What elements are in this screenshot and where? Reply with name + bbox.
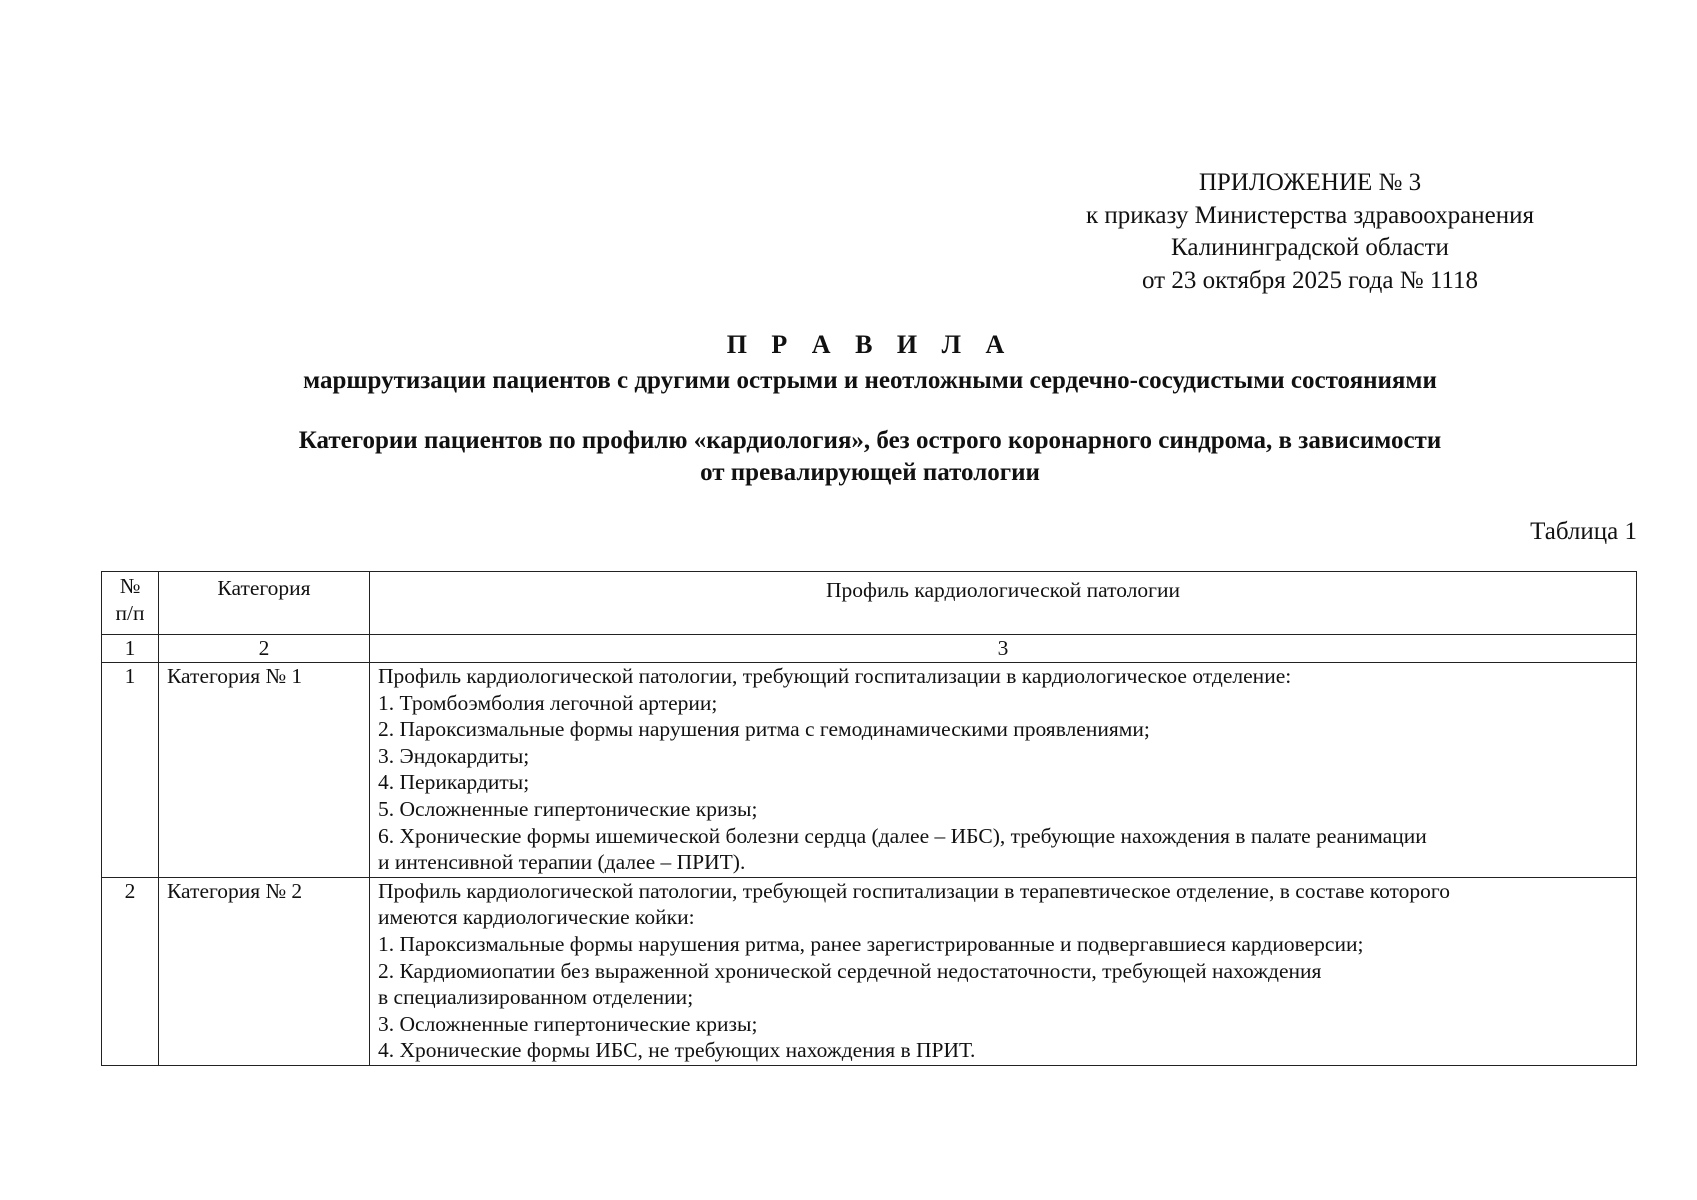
section-title-line-1: Категории пациентов по профилю «кардиология», без острого коронарного синдрома, в зависимости [298, 427, 1442, 454]
profile-line: 2. Пароксизмальные формы нарушения ритма с гемодинамическими проявлениями; [378, 717, 1150, 742]
header-number-abbr: п/п [115, 601, 145, 625]
appendix-region-line: Калининградской области [1171, 234, 1449, 261]
section-title [150, 425, 1590, 489]
appendix-reference [1010, 167, 1610, 297]
header-profile-cell: Профиль кардиологической патологии [370, 572, 1637, 635]
table-row [102, 663, 1637, 878]
appendix-number: ПРИЛОЖЕНИЕ № 3 [1198, 169, 1422, 196]
document-subtitle: маршрутизации пациентов с другими острыми и неотложными сердечно-сосудистыми состояниями [303, 367, 1437, 394]
column-number-2: 2 [159, 635, 370, 663]
profile-line: Профиль кардиологической патологии, требующий госпитализации в кардиологическое отделение: [378, 664, 1292, 688]
row-number: 1 [102, 663, 159, 878]
profile-line: 5. Осложненные гипертонические кризы; [378, 796, 758, 821]
appendix-date-line: от 23 октября 2025 года № 1118 [1142, 266, 1478, 294]
appendix-order-line: к приказу Министерства здравоохранения [1085, 201, 1535, 229]
profile-line: 3. Эндокардиты; [378, 743, 530, 768]
header-number-cell [102, 572, 159, 635]
profile-line: 1. Тромбоэмболия легочной артерии; [378, 690, 718, 715]
profile-line: имеются кардиологические койки: [378, 905, 695, 930]
column-numbers-row [102, 635, 1637, 663]
header-number-symbol: № [119, 574, 141, 598]
profile-line: 3. Осложненные гипертонические кризы; [378, 1011, 758, 1036]
profile-line: и интенсивной терапии (далее – ПРИТ). [378, 850, 746, 875]
table-label: Таблица 1 [1530, 518, 1637, 545]
profile-line: 6. Хронические формы ишемической болезни сердца (далее – ИБС), требующие нахождения в палате реанимации [378, 823, 1427, 848]
document-title: П Р А В И Л А [726, 330, 1014, 359]
profile-line: 1. Пароксизмальные формы нарушения ритма, ранее зарегистрированные и подвергавшиеся кардиоверсии; [378, 931, 1364, 956]
section-title-line-2: от превалирующей патологии [700, 459, 1040, 486]
column-number-1: 1 [102, 635, 159, 663]
categories-table [101, 571, 1637, 1066]
row-category: Категория № 1 [159, 663, 370, 878]
table-row [102, 877, 1637, 1065]
row-profile [370, 663, 1637, 878]
row-profile [370, 877, 1637, 1065]
row-category: Категория № 2 [159, 877, 370, 1065]
row-number: 2 [102, 877, 159, 1065]
profile-line: 2. Кардиомиопатии без выраженной хронической сердечной недостаточности, требующей нахождения [378, 958, 1322, 983]
table-header-row [102, 572, 1637, 635]
profile-line: 4. Перикардиты; [378, 770, 530, 795]
header-category-cell: Категория [159, 572, 370, 635]
profile-line: в специализированном отделении; [378, 985, 694, 1010]
profile-line: Профиль кардиологической патологии, требующей госпитализации в терапевтическое отделение, в составе которого [378, 878, 1450, 903]
column-number-3: 3 [370, 635, 1637, 663]
profile-line: 4. Хронические формы ИБС, не требующих нахождения в ПРИТ. [378, 1038, 976, 1063]
